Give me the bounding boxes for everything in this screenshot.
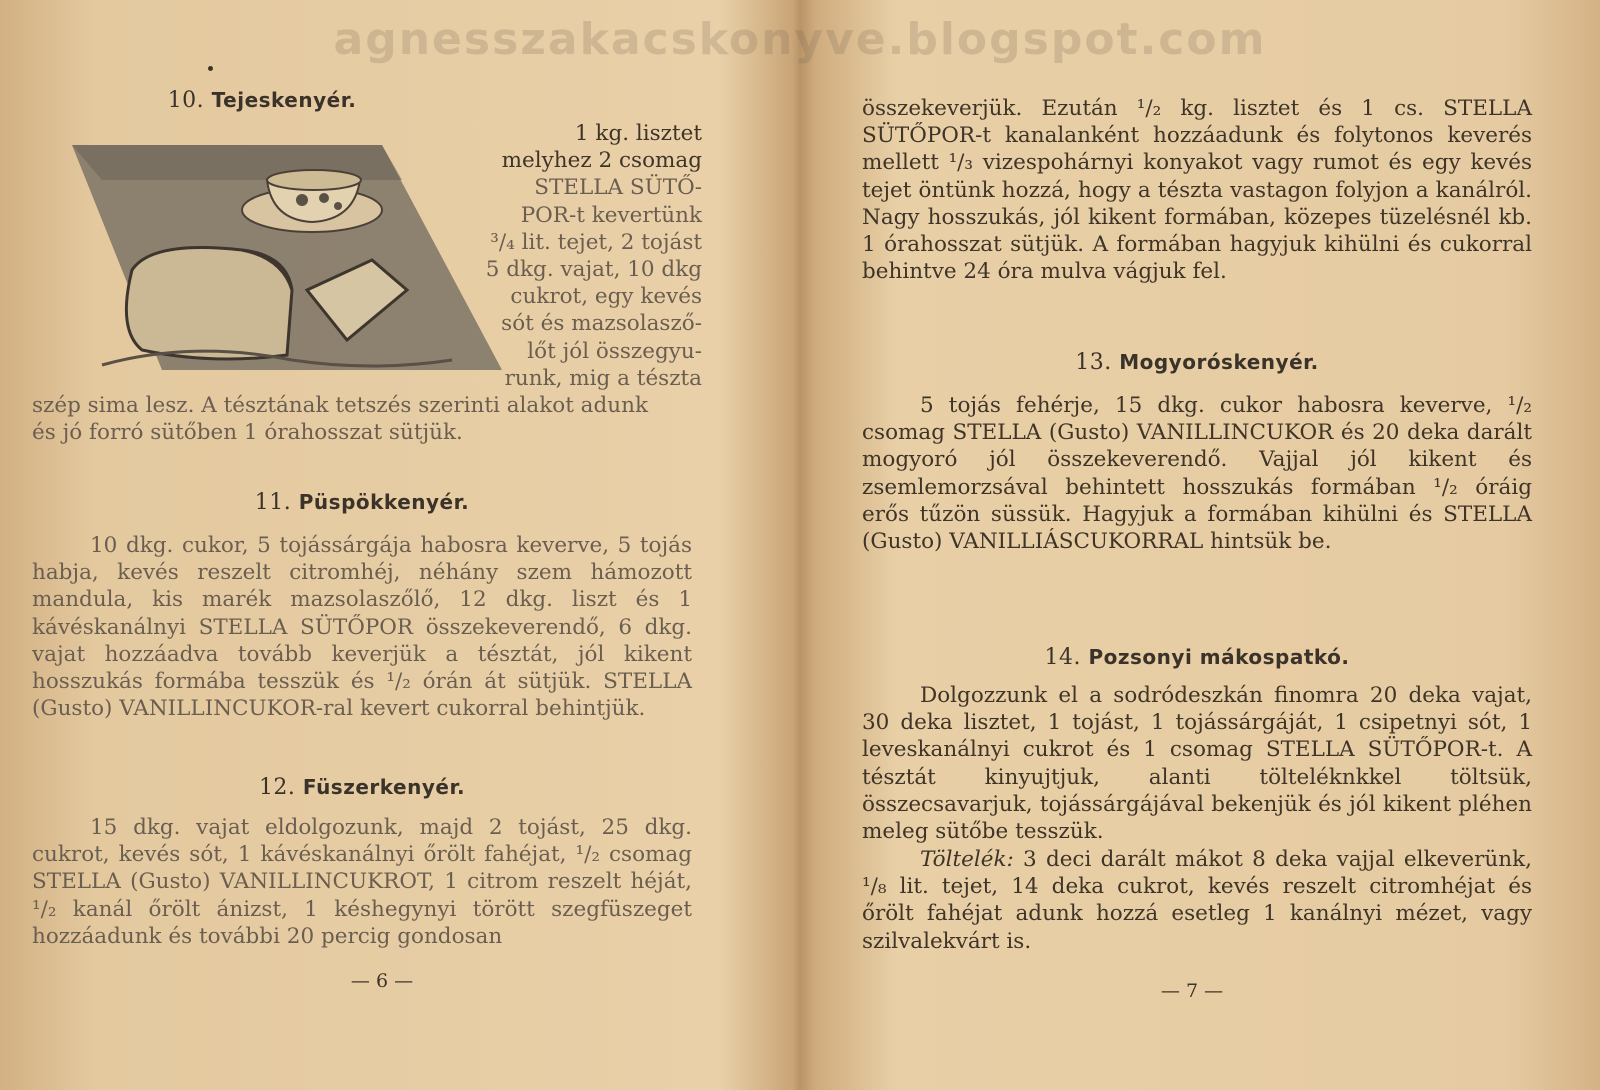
recipe-10-line: 1 kg. lisztet	[574, 121, 702, 146]
left-page	[32, 0, 722, 1090]
section-heading-13: 13. Mogyoróskenyér.	[1075, 350, 1319, 375]
recipe-14-filling	[862, 846, 1532, 955]
recipe-10-line: POR-t kevertünk	[520, 202, 702, 228]
section-heading-14: 14. Pozsonyi mákospatkó.	[1044, 645, 1350, 670]
recipe-10-line: 5 dkg. vajat, 10 dkg	[485, 257, 702, 283]
recipe-12-continuation: összekeverjük. Ezután ¹/₂ kg. lisztet és 1 cs. STELLA SÜTŐPOR-t kanalanként hozzáadunk és folytonos keverés mellett ¹/₃ vizespohárnyi konyakot vagy rumot és egy kevés tejet öntünk hozzá, hogy a tészta vastagon folyjon a kanálról. Nagy hosszukás, jól kikent formában, közepes tüzelésnél kb. 1 órahosszat sütjük. A formában hagyjuk kihülni és cukorral behintve 24 óra mulva vágjuk fel.	[862, 96, 1532, 285]
section-heading-12: 12. Füszerkenyér.	[258, 775, 466, 800]
recipe-11-text: 10 dkg. cukor, 5 tojássárgája habosra keverve, 5 tojás habja, kevés reszelt citromhéj, néhány szem hámozott mandula, kis marék mazsolaszőlő, 12 dkg. liszt és 1 kávéskanálnyi STELLA SÜTŐPOR összekeverendő, 6 dkg. vajat hozzáadva tovább keverjük a tésztát, jól kikent hosszukás formába tesszük és ¹/₂ órán át sütjük. STELLA (Gusto) VANILLINCUKOR-ral kevert cukorral behintjük.	[32, 533, 692, 722]
filling-label: Töltelék:	[920, 847, 1014, 872]
recipe-10-line: szép sima lesz. A tésztának tetszés szerinti alakot adunk	[32, 393, 648, 418]
section-heading-10: 10. Tejeskenyér.	[167, 88, 357, 113]
recipe-10-text-column	[462, 120, 702, 392]
right-page	[862, 0, 1562, 1090]
recipe-14-text: Dolgozzunk el a sodródeszkán finomra 20 deka vajat, 30 deka lisztet, 1 tojást, 1 tojássárgáját, 1 csipetnyi sót, 1 leveskanálnyi cukrot és 1 csomag STELLA SÜTŐPOR-t. A tésztát kinyujtjuk, alanti tölteléknkkel töltsük, összecsavarjuk, tojássárgájával bekenjük és jól kikent pléhen meleg sütőbe tesszük.	[862, 683, 1532, 845]
filling-text: 3 deci darált mákot 8 deka vajjal elkeverünk, ¹/₈ lit. tejet, 14 deka cukrot, kevés reszelt citromhéjat és őrölt fahéjat adunk hozzá esetleg 1 kanálnyi mézet, vagy szilvalekvárt is.	[862, 847, 1532, 954]
recipe-10-continuation	[32, 392, 692, 446]
ink-dot	[208, 66, 213, 71]
recipe-10-line: melyhez 2 csomag	[501, 148, 702, 174]
recipe-10-line: runk, mig a tészta	[504, 365, 702, 391]
watermark: agnesszakacskonyve.blogspot.com	[333, 14, 1267, 65]
recipe-10-line: sót és mazsolasző-	[501, 311, 702, 337]
section-heading-11: 11. Püspökkenyér.	[254, 490, 470, 515]
recipe-10-line: cukrot, egy kevés	[510, 284, 702, 310]
bread-and-cup-illustration	[72, 140, 522, 380]
recipe-10-line: STELLA SÜTŐ-	[534, 175, 702, 201]
recipe-10-line: és jó forró sütőben 1 órahosszat sütjük.	[32, 420, 463, 446]
page-number-left: — 6 —	[350, 970, 414, 992]
recipe-10-line: lőt jól összegyu-	[527, 338, 702, 364]
recipe-12-text: 15 dkg. vajat eldolgozunk, majd 2 tojást, 25 dkg. cukrot, kevés sót, 1 kávéskanálnyi őrölt fahéjat, ¹/₂ csomag STELLA (Gusto) VANILLINCUKROT, 1 citrom reszelt héját, ¹/₂ kanál őrölt ánizst, 1 késhegynyi törött szegfüszeget hozzáadunk és további 20 percig gondosan	[32, 815, 692, 949]
recipe-13-text: 5 tojás fehérje, 15 dkg. cukor habosra keverve, ¹/₂ csomag STELLA (Gusto) VANILLINCUKOR és 20 deka darált mogyoró jól összekeverendő. Vajjal jól kikent és zsemlemorzsával behintett hosszukás formában ¹/₂ óráig erős tűzön süssük. Hagyjuk a formában kihülni és STELLA (Gusto) VANILLIÁSCUKORRAL hintsük be.	[862, 393, 1532, 555]
page-number-right: — 7 —	[1160, 980, 1224, 1002]
recipe-10-line: ³/₄ lit. tejet, 2 tojást	[490, 229, 702, 255]
